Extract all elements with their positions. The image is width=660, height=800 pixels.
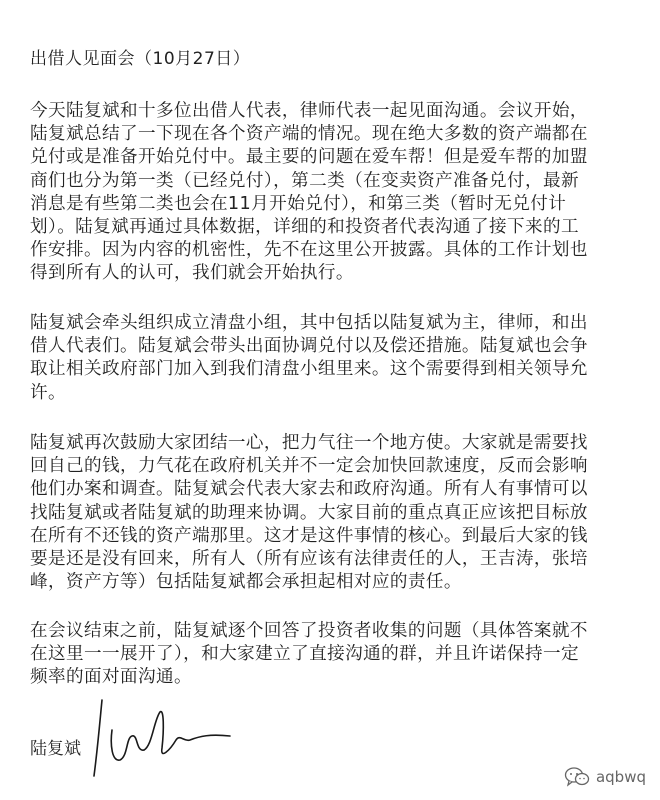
paragraph-1 [30,100,630,286]
paragraph-line: 峰，资产方等）包括陆复斌都会承担起相对应的责任。 [30,572,462,593]
paragraph-line: 在所有不还钱的资产端那里。这才是这件事情的核心。到最后大家的钱 [30,525,588,546]
signer-name: 陆复斌 [30,739,81,759]
paragraph-line: 回自己的钱，力气花在政府机关并不一定会加快回款速度，反而会影响 [30,456,588,477]
paragraph-3 [30,432,630,594]
paragraph-line: 今天陆复斌和十多位出借人代表，律师代表一起见面沟通。会议开始， [30,101,588,121]
paragraph-line: 取让相关政府部门加入到我们清盘小组里来。这个需要得到相关领导允 [30,359,588,380]
paragraph-line: 划）。陆复斌再通过具体数据，详细的和投资者代表沟通了接下来的工 [30,217,580,238]
wechat-icon [564,766,590,788]
paragraph-line: 商们也分为第一类（已经兑付），第二类（在变卖资产准备兑付，最新 [30,170,580,191]
paragraph-line: 他们办案和调查。陆复斌会代表大家去和政府沟通。所有人有事情可以 [30,479,588,500]
paragraph-line: 得到所有人的认可，我们就会开始执行。 [30,263,354,284]
paragraph-line: 兑付或是准备开始兑付中。最主要的问题在爱车帮！但是爱车帮的加盟 [30,147,588,168]
document-title: 出借人见面会（10月27日） [30,49,251,69]
watermark-account: aqbwq [595,768,646,786]
paragraph-line: 在这里一一展开了），和大家建立了直接沟通的群，并且许诺保持一定 [30,644,580,665]
document-page [30,0,642,800]
paragraph-line: 作安排。因为内容的机密性，先不在这里公开披露。具体的工作计划也 [30,240,588,261]
paragraph-line: 频率的面对面沟通。 [30,667,192,688]
paragraph-4 [30,620,630,690]
paragraph-line: 消息是有些第二类也会在11月开始兑付），和第三类（暂时无兑付计 [30,193,567,214]
paragraph-line: 找陆复斌或者陆复斌的助理来协调。大家目前的重点真正应该把目标放 [30,502,588,523]
handwritten-signature [60,690,260,780]
paragraph-line: 陆复斌总结了一下现在各个资产端的情况。现在绝大多数的资产端都在 [30,124,588,145]
paragraph-2 [30,312,630,405]
paragraph-line: 许。 [30,382,66,403]
paragraph-line: 借人代表们。陆复斌会带头出面协调兑付以及偿还措施。陆复斌也会争 [30,336,588,357]
paragraph-line: 陆复斌再次鼓励大家团结一心，把力气往一个地方使。大家就是需要找 [30,433,588,453]
paragraph-line: 陆复斌会牵头组织成立清盘小组，其中包括以陆复斌为主，律师，和出 [30,313,588,333]
watermark [564,766,646,788]
paragraph-line: 要是还是没有回来，所有人（所有应该有法律责任的人，王吉涛，张培 [30,549,588,570]
paragraph-line: 在会议结束之前，陆复斌逐个回答了投资者收集的问题（具体答案就不 [30,621,588,641]
